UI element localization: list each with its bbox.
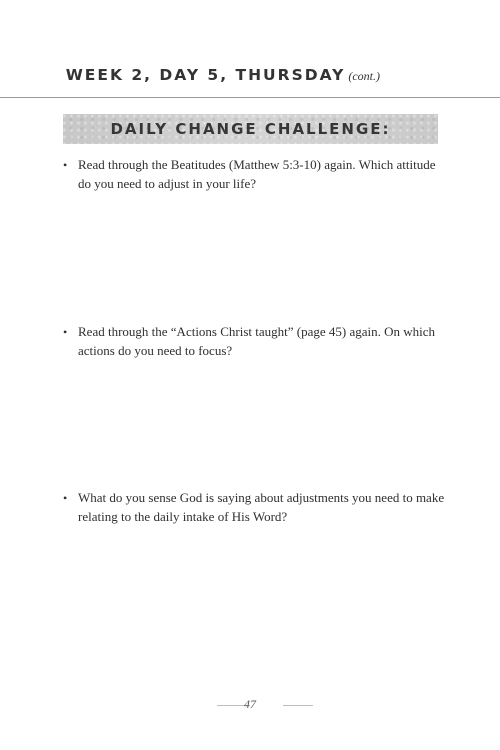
week-day-title: WEEK 2, DAY 5, THURSDAY [65,66,346,84]
continued-label: (cont.) [348,69,380,83]
page-title [66,66,380,85]
section-title: DAILY CHANGE CHALLENGE: [110,120,391,138]
footer-rule-right [283,705,313,706]
prompt-item [63,156,446,193]
page-number: 47 [244,697,256,711]
bullet-icon: • [63,325,68,339]
prompt-item [63,489,446,526]
prompt-item [63,323,446,360]
bullet-icon: • [63,158,68,172]
section-banner [63,114,438,144]
bullet-icon: • [63,491,68,505]
prompt-text: Read through the “Actions Christ taught” (page 45) again. On which actions do you need to focus? [78,324,436,358]
page-header [0,58,500,98]
prompt-text: What do you sense God is saying about adjustments you need to make relating to the daily intake of His Word? [78,490,445,524]
page-footer [0,697,500,713]
prompt-text: Read through the Beatitudes (Matthew 5:3-10) again. Which attitude do you need to adjust in your life? [78,157,436,191]
